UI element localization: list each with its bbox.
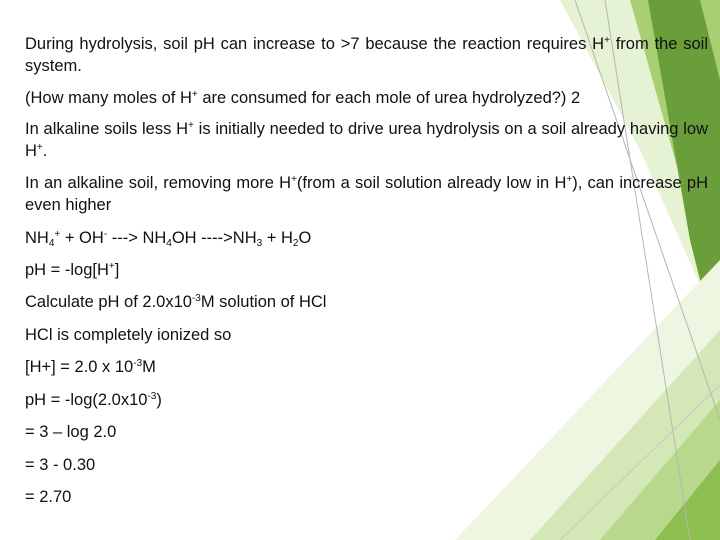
step-subtraction: = 3 - 0.30 [25, 456, 96, 474]
step-log-expansion: = 3 – log 2.0 [25, 423, 117, 441]
step-ph-log: pH = $-\log(2.0x10^{-3})$ [25, 391, 162, 409]
problem-statement: Calculate pH of $2.0x10^{-3}M$ solution of HCl [25, 293, 327, 311]
formula-ph-definition: pH = -log[H+] [25, 261, 120, 279]
step-final-answer: = 2.70 [25, 488, 72, 506]
paragraph-removing-h: In an alkaline soil, removing more H+(from a soil solution already low in H+), can increase pH even higher [25, 174, 708, 214]
step-hcl-ionized: HCl is completely ionized so [25, 326, 232, 344]
equation-ammonium-reaction: $NH_4^+ + OH^-$ ---> $NH_4OH$ $---->NH_3 + H_2O$ [25, 229, 312, 249]
paragraph-alkaline-soils: In alkaline soils less H+ is initially needed to drive urea hydrolysis on a soil already having low H+. [25, 120, 708, 160]
step-h-concentration: [H+] = 2.0 x $10^{-3}M$ [25, 358, 156, 376]
paragraph-moles-question: (How many moles of H+ are consumed for each mole of urea hydrolyzed?) 2 [25, 89, 581, 107]
paragraph-hydrolysis-ph: During hydrolysis, soil pH can increase to >7 because the reaction requires H+ from the soil system. [25, 35, 708, 75]
